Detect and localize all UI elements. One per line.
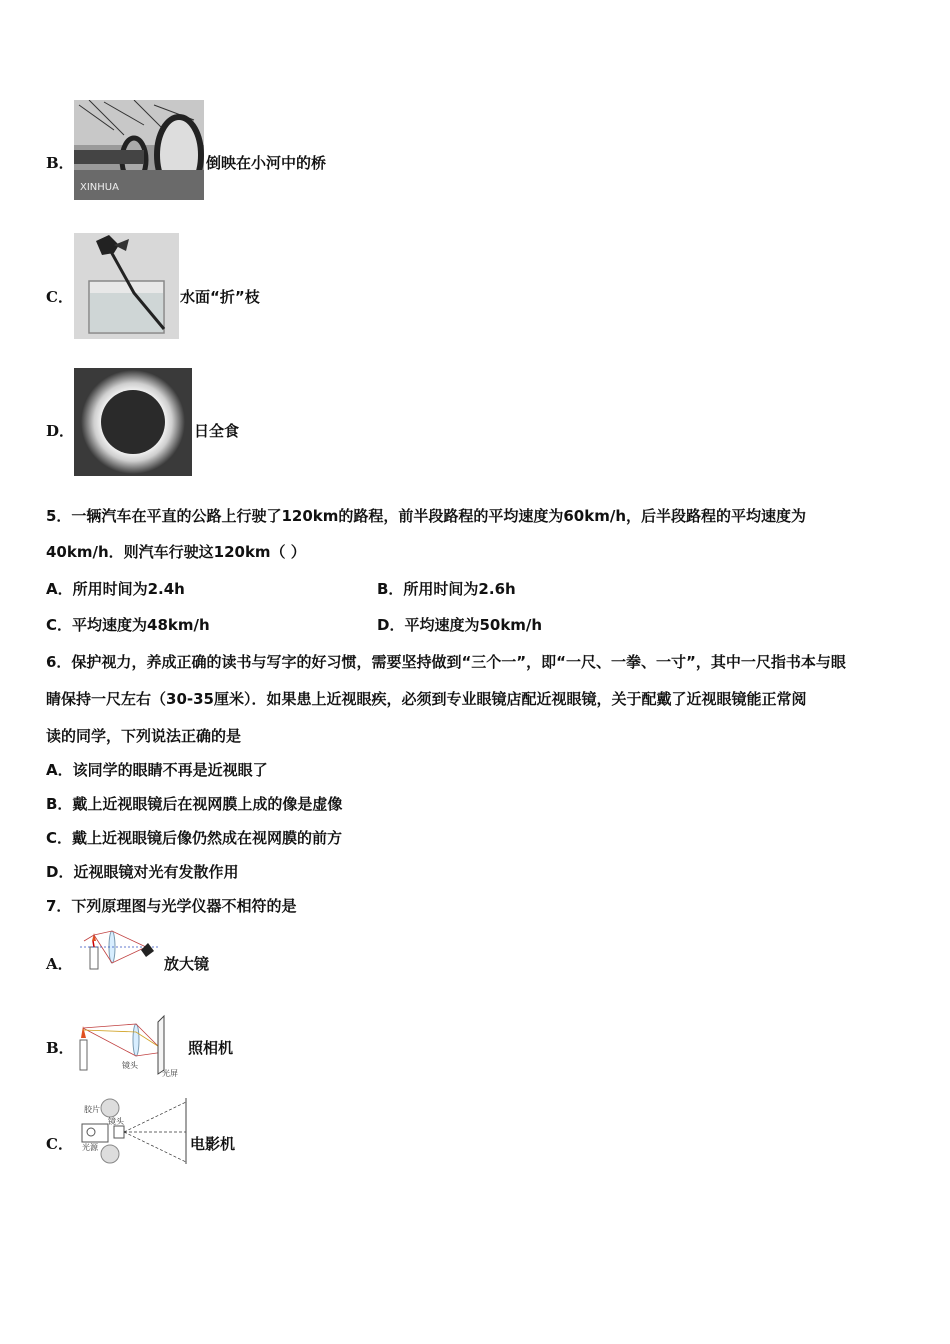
q6-option-c: C．戴上近视眼镜后像仍然成在视网膜的前方 — [46, 829, 343, 847]
option-letter-c: C． — [46, 288, 73, 306]
option-letter-d: D． — [46, 422, 75, 440]
film-label: 胶片 — [84, 1105, 100, 1114]
option-letter-b: B． — [46, 154, 74, 172]
q6-stem-line3: 读的同学，下列说法正确的是 — [46, 727, 242, 745]
movie-projector-diagram — [76, 1096, 190, 1164]
q7-option-b-text: 照相机 — [188, 1039, 234, 1057]
magnifier-diagram — [76, 925, 162, 971]
q5-stem-line2: 40km/h．则汽车行驶这120km（ ） — [46, 543, 306, 561]
q5-option-d: D．平均速度为50km/h — [377, 616, 543, 634]
q7-option-letter-c: C． — [46, 1135, 73, 1153]
light-source-label: 光源 — [82, 1143, 98, 1152]
q7-option-letter-b: B． — [46, 1039, 74, 1057]
q7-option-letter-a: A． — [46, 955, 73, 973]
q6-option-b: B．戴上近视眼镜后在视网膜上成的像是虚像 — [46, 795, 343, 813]
q5-option-a: A．所用时间为2.4h — [46, 580, 185, 598]
lens-label: 镜头 — [122, 1061, 138, 1070]
screen-label: 光屏 — [162, 1069, 178, 1078]
q7-option-c-text: 电影机 — [190, 1135, 236, 1153]
q6-option-a: A．该同学的眼睛不再是近视眼了 — [46, 761, 268, 779]
q5-option-b: B．所用时间为2.6h — [377, 580, 516, 598]
q5-option-c: C．平均速度为48km/h — [46, 616, 210, 634]
option-c-text: 水面“折”枝 — [180, 288, 260, 306]
bridge-reflection-image — [74, 100, 204, 200]
q6-stem-line1: 6．保护视力，养成正确的读书与写字的好习惯，需要坚持做到“三个一”，即“一尺、一拳、一寸”，其中一尺指书本与眼 — [46, 653, 846, 671]
projector-lens-label: 镜头 — [108, 1117, 124, 1126]
camera-diagram — [76, 1012, 186, 1078]
q6-option-d: D．近视眼镜对光有发散作用 — [46, 863, 239, 881]
total-solar-eclipse-image — [74, 368, 192, 476]
q7-stem: 7．下列原理图与光学仪器不相符的是 — [46, 897, 297, 915]
svg-text:XINHUA: XINHUA — [80, 182, 119, 193]
q6-stem-line2: 睛保持一尺左右（30-35厘米）．如果患上近视眼疾，必须到专业眼镜店配近视眼镜，关于配戴了近视眼镜能正常阅 — [46, 690, 807, 708]
q5-stem-line1: 5．一辆汽车在平直的公路上行驶了120km的路程，前半段路程的平均速度为60km/h，后半段路程的平均速度为 — [46, 507, 806, 525]
bent-stick-in-water-image — [74, 233, 179, 339]
option-b-text: 倒映在小河中的桥 — [206, 154, 327, 172]
option-d-text: 日全食 — [194, 422, 240, 440]
q7-option-a-text: 放大镜 — [164, 955, 210, 973]
